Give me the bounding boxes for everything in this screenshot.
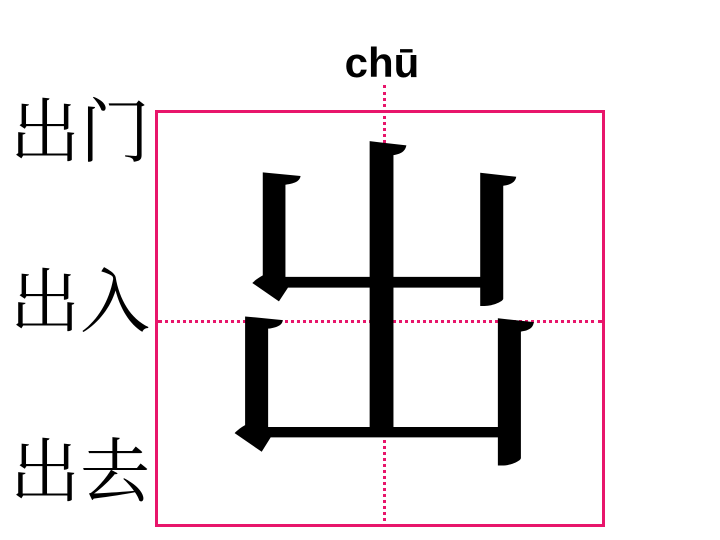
word-item-3: 出去 [10,431,150,513]
main-character: 出 [203,107,563,526]
tianzige-writing-grid [155,107,605,527]
word-item-1: 出门 [10,91,150,173]
word-item-2: 出入 [10,261,150,343]
pinyin-label: chū [344,39,420,86]
